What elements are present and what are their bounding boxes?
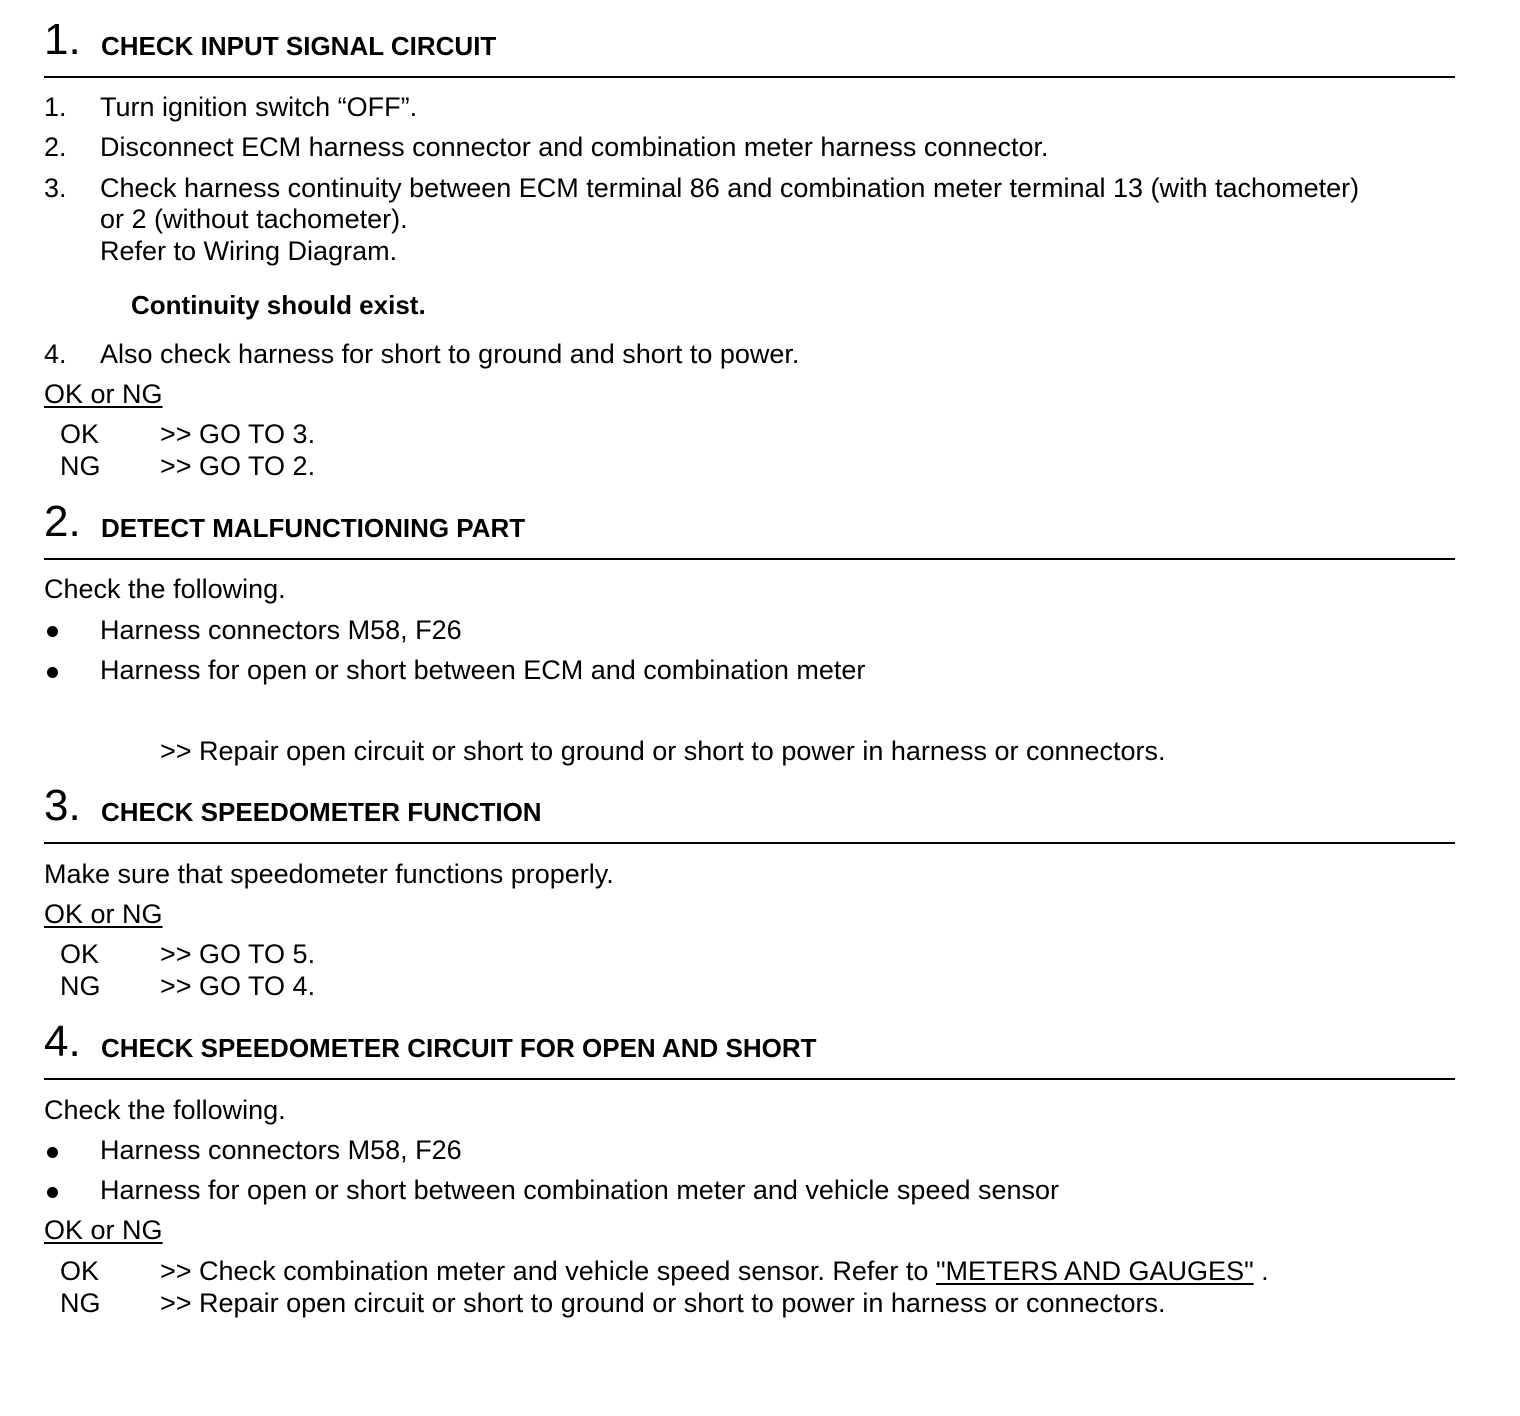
step-4-ok-label: OK	[60, 1256, 100, 1286]
bullet-icon	[47, 1147, 58, 1158]
meters-and-gauges-link[interactable]: "METERS AND GAUGES"	[935, 1256, 1254, 1286]
step-4-ng-label: NG	[60, 1288, 101, 1318]
step-1-divider	[44, 76, 1455, 78]
step-4-divider	[44, 1078, 1455, 1080]
step-2-number: 2.	[44, 497, 81, 546]
step-4-ng-action: >> Repair open circuit or short to ground or short to power in harness or connectors.	[160, 1288, 1166, 1318]
step-1-title: CHECK INPUT SIGNAL CIRCUIT	[101, 31, 497, 61]
step-4-number: 4.	[44, 1017, 81, 1066]
step-3-ok-label: OK	[60, 939, 100, 969]
step-1-item-1-number: 1.	[44, 92, 67, 122]
step-1-item-3-number: 3.	[44, 173, 67, 203]
step-2-title: DETECT MALFUNCTIONING PART	[101, 513, 526, 543]
step-1-item-4-text: Also check harness for short to ground and short to power.	[100, 339, 800, 369]
step-1-ng-action: >> GO TO 2.	[160, 451, 316, 481]
step-2-bullet-2: Harness for open or short between ECM and combination meter	[100, 655, 866, 685]
step-1-ok-or-ng-label: OK or NG	[44, 379, 163, 409]
step-2-bullet-1: Harness connectors M58, F26	[100, 615, 462, 645]
step-1-item-3-line-2: or 2 (without tachometer).	[100, 204, 408, 234]
step-4-bullet-2: Harness for open or short between combination meter and vehicle speed sensor	[100, 1175, 1060, 1205]
step-4-title: CHECK SPEEDOMETER CIRCUIT FOR OPEN AND SHORT	[101, 1033, 817, 1063]
step-3-title: CHECK SPEEDOMETER FUNCTION	[101, 797, 542, 827]
bullet-icon	[47, 626, 58, 637]
step-1-item-2-number: 2.	[44, 132, 67, 162]
step-1-ok-label: OK	[60, 419, 100, 449]
step-1-item-1-text: Turn ignition switch “OFF”.	[100, 92, 418, 122]
step-2-intro: Check the following.	[44, 574, 286, 604]
step-2-action: >> Repair open circuit or short to ground or short to power in harness or connectors.	[160, 736, 1166, 766]
step-1-spec: Continuity should exist.	[131, 290, 426, 320]
step-1-item-3-line-3: Refer to Wiring Diagram.	[100, 236, 398, 266]
bullet-icon	[47, 1187, 58, 1198]
step-3-intro: Make sure that speedometer functions properly.	[44, 859, 614, 889]
step-3-number: 3.	[44, 781, 81, 830]
step-4-ok-action-suffix: .	[1253, 1256, 1269, 1286]
step-3-ok-action: >> GO TO 5.	[160, 939, 316, 969]
step-3-ng-label: NG	[60, 971, 101, 1001]
step-4-ok-action-prefix: >> Check combination meter and vehicle speed sensor. Refer to	[160, 1256, 936, 1286]
step-4-ok-action	[160, 1255, 1269, 1287]
bullet-icon	[47, 667, 58, 678]
step-4-ok-or-ng-label: OK or NG	[44, 1215, 163, 1245]
step-3-ok-or-ng-label: OK or NG	[44, 899, 163, 929]
step-3-divider	[44, 842, 1455, 844]
step-1-item-4-number: 4.	[44, 339, 67, 369]
step-4-bullet-1: Harness connectors M58, F26	[100, 1135, 462, 1165]
step-4-intro: Check the following.	[44, 1095, 286, 1125]
step-3-ng-action: >> GO TO 4.	[160, 971, 316, 1001]
step-1-number: 1.	[44, 15, 81, 64]
step-1-ok-action: >> GO TO 3.	[160, 419, 316, 449]
step-2-divider	[44, 558, 1455, 560]
step-1-ng-label: NG	[60, 451, 101, 481]
step-1-item-2-text: Disconnect ECM harness connector and combination meter harness connector.	[100, 132, 1049, 162]
step-1-item-3-line-1: Check harness continuity between ECM terminal 86 and combination meter terminal 13 (with tachometer)	[100, 173, 1360, 203]
